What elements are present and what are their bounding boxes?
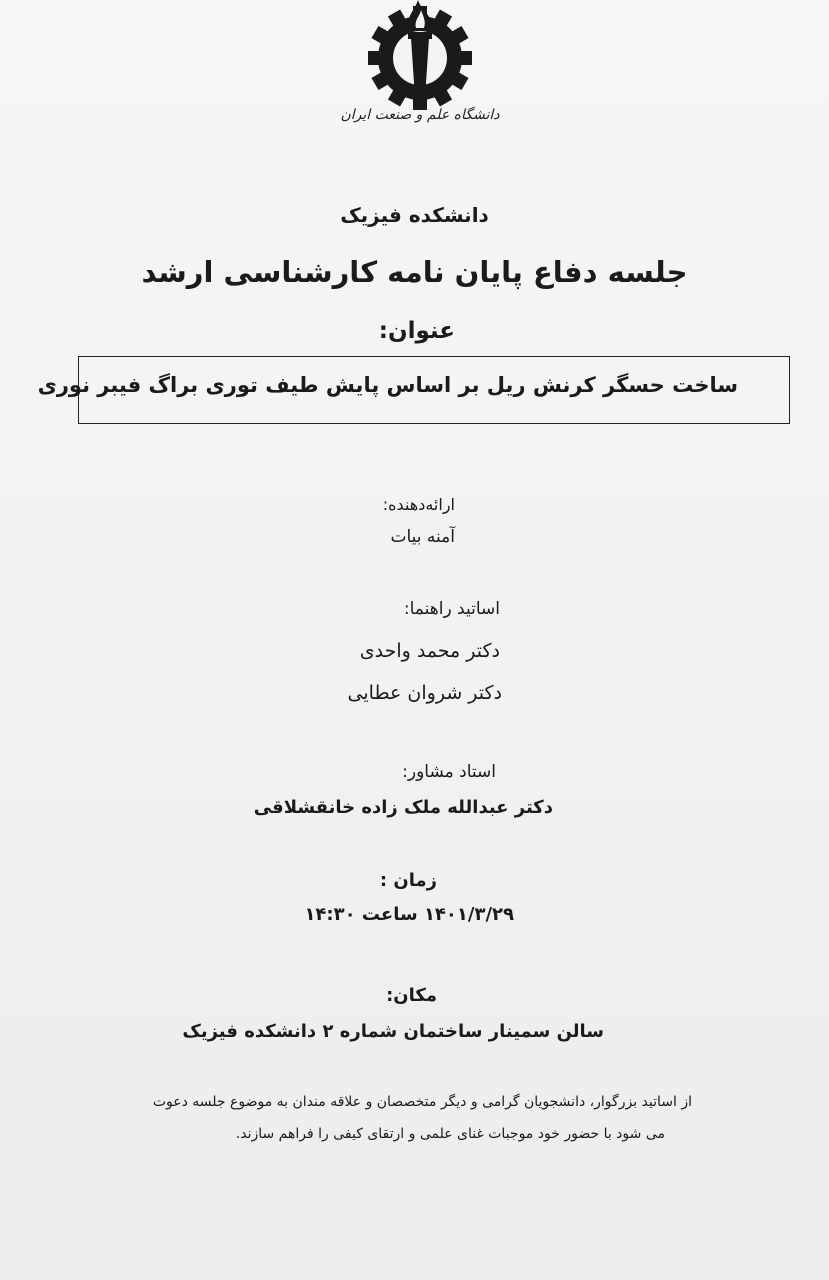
faculty-name: دانشکده فیزیک [340, 203, 489, 227]
place-label: مکان: [386, 985, 437, 1006]
thesis-title: ساخت حسگر کرنش ریل بر اساس پایش طیف توری براگ فیبر نوری [37, 373, 738, 397]
time-value: ۱۴۰۱/۳/۲۹ ساعت ۱۴:۳۰ [304, 904, 514, 925]
logo-caption: دانشگاه علم و صنعت ایران [340, 107, 500, 123]
event-title: جلسه دفاع پایان نامه کارشناسی ارشد [141, 255, 688, 289]
advisor-name: دکتر عبدالله ملک زاده خانقشلاقی [253, 797, 553, 818]
supervisor-name: دکتر شروان عطایی [347, 682, 502, 704]
advisor-label: استاد مشاور: [402, 762, 496, 782]
invitation-line-2: می شود با حضور خود موجبات غنای علمی و ارتقای کیفی را فراهم سازند. [235, 1126, 665, 1142]
supervisors-label: اساتید راهنما: [403, 599, 500, 619]
presenter-name: آمنه بیات [390, 527, 455, 547]
presenter-label: ارائه‌دهنده: [382, 495, 455, 514]
university-logo-icon [330, 0, 510, 150]
supervisor-name: دکتر محمد واحدی [359, 640, 500, 662]
invitation-line-1: از اساتید بزرگوار، دانشجویان گرامی و دیگر متخصصان و علاقه مندان به موضوع جلسه دعوت [152, 1094, 692, 1110]
place-value: سالن سمینار ساختمان شماره ۲ دانشکده فیزیک [182, 1021, 604, 1042]
time-label: زمان : [379, 870, 437, 891]
title-label: عنوان: [378, 318, 455, 344]
